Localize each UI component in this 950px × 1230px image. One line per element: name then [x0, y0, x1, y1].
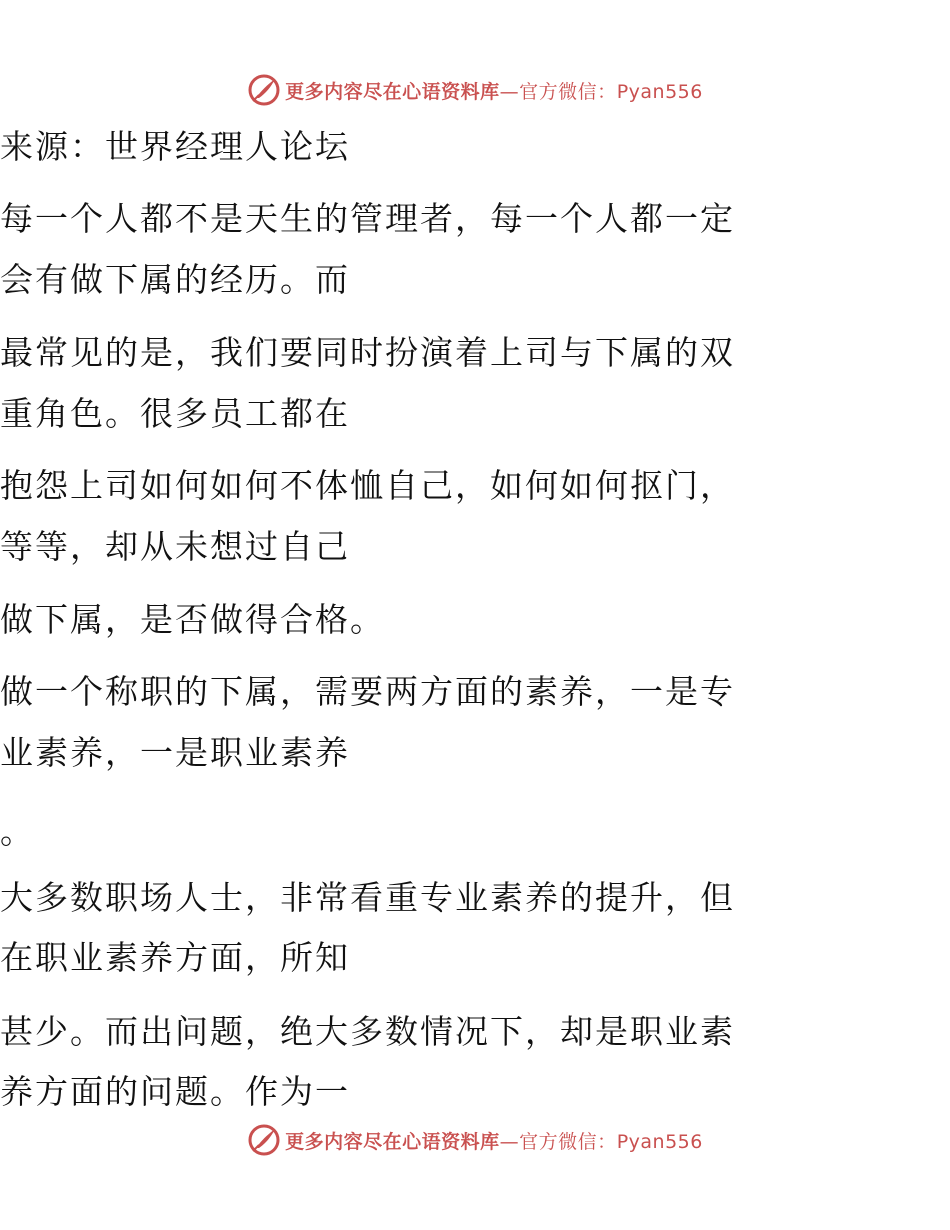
watermark-wechat-id: Pyan556	[616, 1130, 703, 1153]
text-line: 养方面的问题。作为一	[0, 1072, 350, 1111]
watermark-site-name: 更多内容尽在心语资料库	[285, 80, 500, 103]
text-line: 甚少。而出问题，绝大多数情况下，却是职业素	[0, 1012, 735, 1051]
watermark-wechat-id: Pyan556	[616, 80, 703, 103]
footer-watermark-banner	[0, 1118, 950, 1162]
watermark-wechat-label: 官方微信：	[519, 1130, 617, 1153]
text-line: 大多数职场人士，非常看重专业素养的提升，但	[0, 878, 735, 917]
text-line: 。	[0, 812, 35, 851]
text-line: 抱怨上司如何如何不体恤自己，如何如何抠门，	[0, 466, 735, 505]
feather-pen-logo-icon	[247, 1123, 281, 1157]
watermark-wechat-label: 官方微信：	[519, 80, 617, 103]
text-line: 最常见的是，我们要同时扮演着上司与下属的双	[0, 333, 735, 372]
watermark-dash: —	[499, 80, 520, 103]
text-line: 业素养，一是职业素养	[0, 733, 350, 772]
feather-pen-logo-icon	[247, 73, 281, 107]
watermark-text	[285, 77, 703, 104]
text-line: 来源：世界经理人论坛	[0, 127, 350, 166]
text-line: 做下属，是否做得合格。	[0, 600, 385, 639]
watermark-site-name: 更多内容尽在心语资料库	[285, 1130, 500, 1153]
text-line: 在职业素养方面，所知	[0, 938, 350, 977]
text-line: 重角色。很多员工都在	[0, 394, 350, 433]
text-line: 会有做下属的经历。而	[0, 260, 350, 299]
text-line: 做一个称职的下属，需要两方面的素养，一是专	[0, 672, 735, 711]
text-line: 等等，却从未想过自己	[0, 527, 350, 566]
watermark-text	[285, 1127, 703, 1154]
text-line: 每一个人都不是天生的管理者，每一个人都一定	[0, 199, 735, 238]
header-watermark-banner	[0, 68, 950, 112]
watermark-dash: —	[499, 1130, 520, 1153]
